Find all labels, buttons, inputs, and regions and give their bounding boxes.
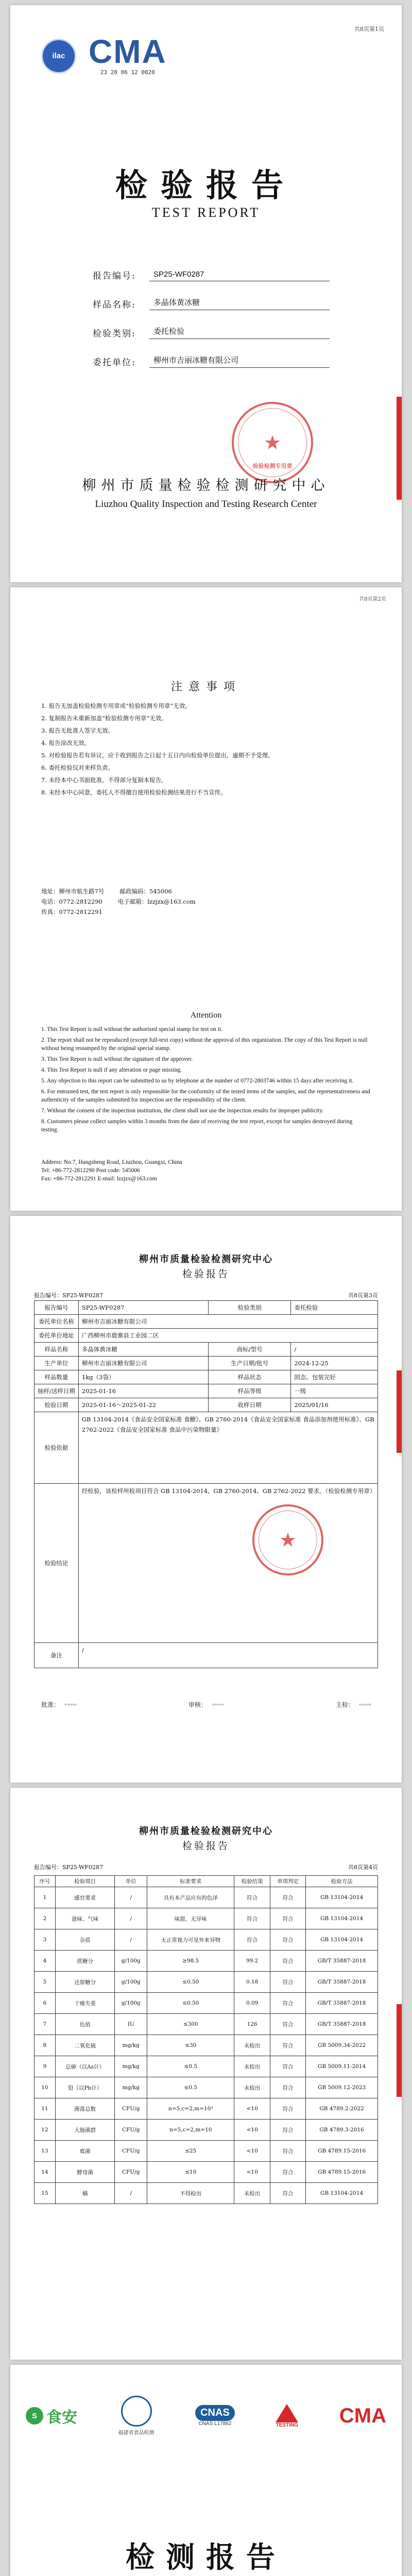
results-column-header: 序号 [35, 1876, 56, 1887]
accreditation-logos [26, 2396, 386, 2436]
info-label: 委托单位名称 [35, 1315, 79, 1329]
results-cell: 符合 [270, 2162, 305, 2183]
basis-value: GB 13104-2014《食品安全国家标准 食糖》、GB 2760-2014《食品安全国家标准 食品添加剂使用标准》、GB 2762-2022《食品安全国家标准 食品中污染物限量》 [78, 1412, 377, 1484]
info-value: 2025-01-16～2025-01-22 [78, 1398, 208, 1412]
results-cell: 符合 [270, 1951, 305, 1972]
results-cell: ≤0.5 [147, 2077, 234, 2098]
results-cell: 1 [35, 1887, 56, 1908]
report-title: 检验报告 [115, 166, 297, 204]
results-row [35, 1887, 378, 1908]
notice-page [10, 587, 402, 1211]
results-cell: 总砷（以As计） [55, 2056, 115, 2077]
results-cell: ≥98.5 [147, 1951, 234, 1972]
results-cell: 感官要求 [55, 1887, 115, 1908]
contact-row [41, 896, 371, 907]
accreditation-logos [41, 33, 167, 76]
results-cell: 还原糖分 [55, 1972, 115, 1993]
results-cell: <10 [234, 2098, 270, 2120]
info-row [35, 1343, 378, 1357]
results-cell: ≤25 [147, 2141, 234, 2162]
notice-item-en: 3. This Test Report is null without the signature of the approver. [41, 1056, 193, 1062]
results-row [35, 2141, 378, 2162]
conclusion-row [35, 1484, 378, 1643]
info-table [34, 1300, 378, 1668]
report-cover-page [10, 5, 402, 582]
seam-stamp-stripe [397, 1370, 402, 1453]
contact-cn [41, 886, 371, 917]
results-cell: 符合 [270, 1993, 305, 2014]
results-column-header: 单位 [115, 1876, 147, 1887]
results-cell: 酵母菌 [55, 2162, 115, 2183]
seam-stamp-stripe [397, 2004, 402, 2097]
page-counter: 共8页第3页 [348, 1292, 378, 1299]
notice-item-en: 2. The report shall not be reproduced (except full-text copy) without the approval of this organization. The copy of this Test Report is null without being restamped by the original special stamp. [41, 1037, 368, 1052]
results-cell: 126 [234, 2014, 270, 2035]
tester-label: 主检： [335, 1701, 354, 1708]
results-cell: mg/kg [115, 2077, 147, 2098]
results-cell: ≤10 [147, 2162, 234, 2183]
results-row [35, 1993, 378, 2014]
info-label: 委托单位地址 [35, 1329, 79, 1343]
testing-triangle-icon [276, 2404, 298, 2422]
results-cell: 3 [35, 1929, 56, 1951]
results-column-header: 检验方法 [306, 1876, 378, 1887]
results-column-header: 标准要求 [147, 1876, 234, 1887]
signature-scribble-icon: 〰〰 [358, 1701, 371, 1708]
info-row [35, 1315, 378, 1329]
results-cell: 蔗糖分 [55, 1951, 115, 1972]
results-cell: GB 5009.12-2023 [306, 2077, 378, 2098]
info-row [35, 1329, 378, 1343]
remark-value: / [78, 1643, 377, 1668]
results-cell: CFU/g [115, 2141, 147, 2162]
results-cell: 11 [35, 2098, 56, 2120]
notice-items-cn [41, 701, 371, 800]
results-column-header: 检验项目 [55, 1876, 115, 1887]
info-value: / [291, 1343, 378, 1357]
reviewer-label: 审核： [188, 1701, 207, 1708]
official-stamp-icon: ★ [252, 1504, 323, 1575]
contact-en [41, 1158, 371, 1183]
results-cell: 符合 [270, 2014, 305, 2035]
notice-item-en: 7. Without the consent of the inspection institution, the client shall not use the inspection results for improper publicity. [41, 1108, 324, 1114]
info-row [35, 1370, 378, 1384]
test-category-value: 委托检验 [149, 326, 330, 339]
results-cell: 符合 [270, 2098, 305, 2120]
org-seal [118, 2396, 154, 2436]
results-cell: 7 [35, 2014, 56, 2035]
sample-name-value: 多晶体黄冰糖 [149, 297, 330, 310]
results-cell: 符合 [234, 1887, 270, 1908]
results-cell: ≤0.50 [147, 1993, 234, 2014]
results-cell: n=5,c=2,m=10³ [147, 2098, 234, 2120]
signature-row [41, 1700, 371, 1709]
info-value: 柳州市吉丽冰糖有限公司 [78, 1315, 377, 1329]
results-cell: GB 13104-2014 [306, 1887, 378, 1908]
results-cell: n=5,c=2,m=10 [147, 2120, 234, 2141]
results-cell: 铅（以Pb计） [55, 2077, 115, 2098]
results-cell: 符合 [234, 1929, 270, 1951]
info-label: 检验日期 [35, 1398, 79, 1412]
results-cell: mg/kg [115, 2035, 147, 2056]
results-cell: 无正常视力可见外来异物 [147, 1929, 234, 1951]
client-value: 柳州市吉丽冰糖有限公司 [149, 354, 330, 368]
results-row [35, 2014, 378, 2035]
results-cell: 2 [35, 1908, 56, 1929]
cma-logo [89, 33, 167, 76]
results-cell: <10 [234, 2162, 270, 2183]
results-cell: 15 [35, 2183, 56, 2204]
contact-line-en: Address: No.7, Hangsheng Road, Liuzhou, Guangxi, China [41, 1159, 182, 1165]
notice-item: 8. 未经本中心同意，委托人不得擅自使用检验检测结果进行不当宣传。 [41, 789, 227, 796]
results-row [35, 2162, 378, 2183]
results-cell: GB 13104-2014 [306, 1908, 378, 1929]
contact-fax: 传真：0772-2812291 [41, 908, 102, 916]
results-cell: 4 [35, 1951, 56, 1972]
basis-row [35, 1412, 378, 1484]
report-subtitle: TEST REPORT [151, 205, 261, 220]
results-cell: 味甜，无异味 [147, 1908, 234, 1929]
results-cell: 符合 [234, 1908, 270, 1929]
results-cell: 符合 [270, 2183, 305, 2204]
notice-item: 6. 委托检验仅对来样负责。 [41, 764, 114, 771]
page-header-title: 检验报告 [182, 1840, 230, 1852]
results-row [35, 2056, 378, 2077]
notice-item-en: 4. This Test Report is null if any alteration or page missing. [41, 1067, 182, 1073]
cover-field-row [93, 310, 330, 339]
info-value: 一级 [291, 1384, 378, 1398]
results-row [35, 1951, 378, 1972]
institute-name-cn: 柳州市质量检验检测研究中心 [82, 478, 330, 494]
info-value: 委托检验 [291, 1301, 378, 1315]
results-cell: 99.2 [234, 1951, 270, 1972]
page-counter: 共8页第1页 [354, 26, 384, 32]
notice-title: 注意事项 [170, 681, 241, 693]
signature-scribble-icon: 〰〰 [211, 1701, 224, 1708]
results-cell: 未检出 [234, 2183, 270, 2204]
shian-logo [26, 2404, 77, 2427]
approver-signature [41, 1700, 76, 1709]
results-cell: 符合 [270, 2077, 305, 2098]
info-value: 2025-01-16 [78, 1384, 208, 1398]
results-cell: 8 [35, 2035, 56, 2056]
info-label: 样品名称 [35, 1343, 79, 1357]
contact-address: 地址：柳州市航生路7号 [41, 888, 105, 895]
results-cell: 二氧化硫 [55, 2035, 115, 2056]
results-row [35, 1908, 378, 1929]
results-row [35, 2077, 378, 2098]
conclusion-value: 经检验，该检样所检项目符合 GB 13104-2014、GB 2760-2014、GB 2762-2022 要求。（检验检测专用章） [78, 1484, 377, 1643]
field-label: 委托单位: [93, 358, 136, 368]
info-label: 样品状态 [208, 1370, 291, 1384]
results-cell: 14 [35, 2162, 56, 2183]
field-label: 样品名称: [93, 300, 136, 310]
results-cell: / [115, 1908, 147, 1929]
results-column-header: 检验结果 [234, 1876, 270, 1887]
results-cell: GB 4789.2-2022 [306, 2098, 378, 2120]
results-cell: 符合 [270, 2141, 305, 2162]
cover-fields [93, 252, 330, 368]
info-label: 生产日期/批号 [208, 1357, 291, 1370]
results-cell: 色值 [55, 2014, 115, 2035]
results-cell: CFU/g [115, 2120, 147, 2141]
info-label: 样品数量 [35, 1370, 79, 1384]
results-cell: GB 4789.15-2016 [306, 2162, 378, 2183]
notice-item: 1. 报告无加盖检验检测专用章或“检验检测专用章”无效。 [41, 702, 191, 709]
results-cell: 符合 [270, 1908, 305, 1929]
contact-row [41, 907, 371, 917]
info-value: 2025/01/16 [291, 1398, 378, 1412]
testing-label: TESTING [276, 2422, 298, 2428]
report-number-value: SP25-WF0287 [149, 270, 330, 281]
remark-row [35, 1643, 378, 1668]
results-row [35, 2183, 378, 2204]
results-cell: CFU/g [115, 2162, 147, 2183]
results-page [10, 1788, 402, 2360]
info-value: 多晶体黄冰糖 [78, 1343, 208, 1357]
info-value: SP25-WF0287 [78, 1301, 208, 1315]
results-cell: mg/kg [115, 2056, 147, 2077]
results-cell: 未检出 [234, 2077, 270, 2098]
cover-field-row [93, 281, 330, 310]
results-cell: IU [115, 2014, 147, 2035]
results-cell: GB 5009.11-2014 [306, 2056, 378, 2077]
org-seal-caption: 福建省食品检测 [118, 2430, 154, 2436]
notice-item: 4. 报告涂改无效。 [41, 739, 91, 747]
info-value: 柳州市吉丽冰糖有限公司 [78, 1357, 208, 1370]
reviewer-signature [188, 1700, 224, 1709]
results-row [35, 1972, 378, 1993]
signature-scribble-icon: 〰〰 [64, 1701, 77, 1708]
results-cell: 12 [35, 2120, 56, 2141]
attention-title: Attention [190, 1011, 222, 1020]
field-label: 检验类别: [93, 329, 136, 339]
results-cell: / [115, 1887, 147, 1908]
results-cell: 符合 [270, 1929, 305, 1951]
info-label: 检验类别 [208, 1301, 291, 1315]
results-cell: 10 [35, 2077, 56, 2098]
page-meta [34, 1291, 378, 1299]
info-row [35, 1384, 378, 1398]
cnas-code: CNAS L17862 [198, 2421, 232, 2427]
notice-items-en [41, 1025, 371, 1137]
contact-line-en: Tel: +86-772-2812290 Post code: 545006 [41, 1167, 140, 1174]
results-cell: 9 [35, 2056, 56, 2077]
results-table [34, 1875, 378, 2204]
institute-name-en: Liuzhou Quality Inspection and Testing Research Center [95, 499, 317, 510]
notice-item: 3. 报告无批准人签字无效。 [41, 727, 114, 734]
shian-logo-icon: S [26, 2407, 43, 2425]
cma-logo-icon: CMA [339, 2404, 386, 2427]
contact-postcode: 邮政编码：545006 [119, 888, 172, 895]
cover-field-row [93, 252, 330, 281]
results-cell: 0.18 [234, 1972, 270, 1993]
report-number-label: 报告编号：SP25-WF0287 [34, 1292, 103, 1299]
cma-logo-icon: CMA [89, 33, 167, 70]
results-cell: 符合 [270, 2056, 305, 2077]
results-cell: / [115, 1929, 147, 1951]
results-cell: GB/T 35887-2018 [306, 2014, 378, 2035]
page-header-institute: 柳州市质量检验检测研究中心 [139, 1826, 273, 1837]
results-row [35, 1929, 378, 1951]
contact-email: 电子邮箱：lzzjzx@163.com [117, 898, 196, 905]
results-cell: 符合 [270, 2120, 305, 2141]
official-stamp-icon: ★ 检验检测专用章 [232, 402, 313, 483]
report-number-label: 报告编号：SP25-WF0287 [34, 1864, 103, 1871]
results-cell: 干燥失重 [55, 1993, 115, 2014]
info-label: 商标/型号 [208, 1343, 291, 1357]
results-cell: 不得检出 [147, 2183, 234, 2204]
contact-line-en: Fax: +86-772-2812291 E-mail: lzzjzx@163.com [41, 1176, 157, 1182]
info-value: 2024-12-25 [291, 1357, 378, 1370]
results-cell: 滋味、气味 [55, 1908, 115, 1929]
cnas-logo [195, 2405, 235, 2427]
second-report-cover [10, 2365, 402, 2576]
results-row [35, 2035, 378, 2056]
info-label: 抽样/送样日期 [35, 1384, 79, 1398]
notice-item-en: 1. This Test Report is null without the authorized special stamp for test on it. [41, 1026, 223, 1032]
info-label: 收样日期 [208, 1398, 291, 1412]
seam-stamp-stripe [397, 397, 402, 500]
notice-item: 2. 复制报告未重新加盖“检验检测专用章”无效。 [41, 715, 167, 722]
info-label: 报告编号 [35, 1301, 79, 1315]
results-cell: GB/T 35887-2018 [306, 1951, 378, 1972]
contact-phone: 电话：0772-2812290 [41, 898, 102, 905]
results-row [35, 2120, 378, 2141]
results-cell: GB 4789.15-2016 [306, 2141, 378, 2162]
info-label: 样品等级 [208, 1384, 291, 1398]
results-cell: 13 [35, 2141, 56, 2162]
remark-label: 备注 [35, 1643, 79, 1668]
info-label: 生产单位 [35, 1357, 79, 1370]
results-cell: GB 13104-2014 [306, 1929, 378, 1951]
results-cell: 未检出 [234, 2056, 270, 2077]
results-cell: ≤300 [147, 2014, 234, 2035]
notice-item: 7. 未经本中心书面批准，不得部分复制本报告。 [41, 776, 167, 784]
conclusion-label: 检验结论 [35, 1484, 79, 1643]
results-cell: 大肠菌群 [55, 2120, 115, 2141]
notice-item-en: 8. Customers please collect samples within 3 months from the date of receiving the test report, except for samples destroyed during testing. [41, 1118, 353, 1133]
results-cell: 符合 [270, 2035, 305, 2056]
results-cell: 符合 [270, 1972, 305, 1993]
results-cell: 霉菌 [55, 2141, 115, 2162]
contact-row [41, 886, 371, 896]
results-cell: ≤30 [147, 2035, 234, 2056]
results-row [35, 2098, 378, 2120]
cma-code: 23 20 06 12 0020 [100, 69, 155, 76]
testing-logo [276, 2404, 298, 2428]
results-cell: 6 [35, 1993, 56, 2014]
report-info-page [10, 1216, 402, 1783]
results-cell: 0.09 [234, 1993, 270, 2014]
info-value: 1kg（3袋） [78, 1370, 208, 1384]
page-counter: 共8页第4页 [348, 1864, 378, 1871]
results-cell: 符合 [270, 1887, 305, 1908]
stamp-text: 检验检测专用章 [252, 463, 293, 469]
page-meta [34, 1863, 378, 1871]
results-cell: <10 [234, 2120, 270, 2141]
results-cell: GB/T 35887-2018 [306, 1993, 378, 2014]
approver-label: 批准： [41, 1701, 60, 1708]
results-cell: 5 [35, 1972, 56, 1993]
shian-logo-text: 食安 [46, 2409, 77, 2427]
results-cell: / [115, 2183, 147, 2204]
results-cell: GB 4789.3-2016 [306, 2120, 378, 2141]
tester-signature [336, 1700, 371, 1709]
page-header-title: 检验报告 [182, 1268, 230, 1280]
results-column-header: 单项判定 [270, 1876, 305, 1887]
page-counter: 共8页第2页 [359, 597, 386, 602]
results-cell: <10 [234, 2141, 270, 2162]
info-row [35, 1301, 378, 1315]
report-title: 检测报告 [126, 2541, 286, 2574]
notice-item-en: 6. For entrusted test, the test report is only responsible for the conformity of the tested items of the samples, and the representativeness and authenticity of the samples submitted for inspection are the responsibility of the client. [41, 1089, 370, 1103]
cover-field-row [93, 339, 330, 368]
org-seal-icon [121, 2396, 152, 2427]
results-cell: g/100g [115, 1993, 147, 2014]
notice-item-en: 5. Any objection to this report can be submitted to us by telephone at the number of 0772-2803746 within 15 days after receiving it. [41, 1078, 354, 1084]
results-cell: ≤0.50 [147, 1972, 234, 1993]
results-cell: 菌落总数 [55, 2098, 115, 2120]
results-cell: ≤0.5 [147, 2056, 234, 2077]
results-cell: 螨 [55, 2183, 115, 2204]
info-row [35, 1357, 378, 1370]
results-cell: g/100g [115, 1972, 147, 1993]
field-label: 报告编号: [93, 271, 136, 281]
results-cell: GB/T 35887-2018 [306, 1972, 378, 1993]
ilac-logo-icon: ilac [41, 39, 76, 74]
results-cell: CFU/g [115, 2098, 147, 2120]
info-value: 广西柳州市鹿寨县工业园二区 [78, 1329, 377, 1343]
info-row [35, 1398, 378, 1412]
cnas-logo-icon: CNAS [195, 2405, 235, 2421]
page-header-institute: 柳州市质量检验检测研究中心 [139, 1254, 273, 1265]
results-cell: g/100g [115, 1951, 147, 1972]
notice-item: 5. 对检验报告若有异议，应于收到报告之日起十五日内向检验单位提出，逾期不予受理。 [41, 752, 274, 759]
results-cell: 杂质 [55, 1929, 115, 1951]
results-cell: 具有本产品应有的色泽 [147, 1887, 234, 1908]
results-cell: GB 5009.34-2022 [306, 2035, 378, 2056]
results-cell: GB 13104-2014 [306, 2183, 378, 2204]
info-value: 固态、包装完好 [291, 1370, 378, 1384]
results-cell: 未检出 [234, 2035, 270, 2056]
basis-label: 检验依据 [35, 1412, 79, 1484]
